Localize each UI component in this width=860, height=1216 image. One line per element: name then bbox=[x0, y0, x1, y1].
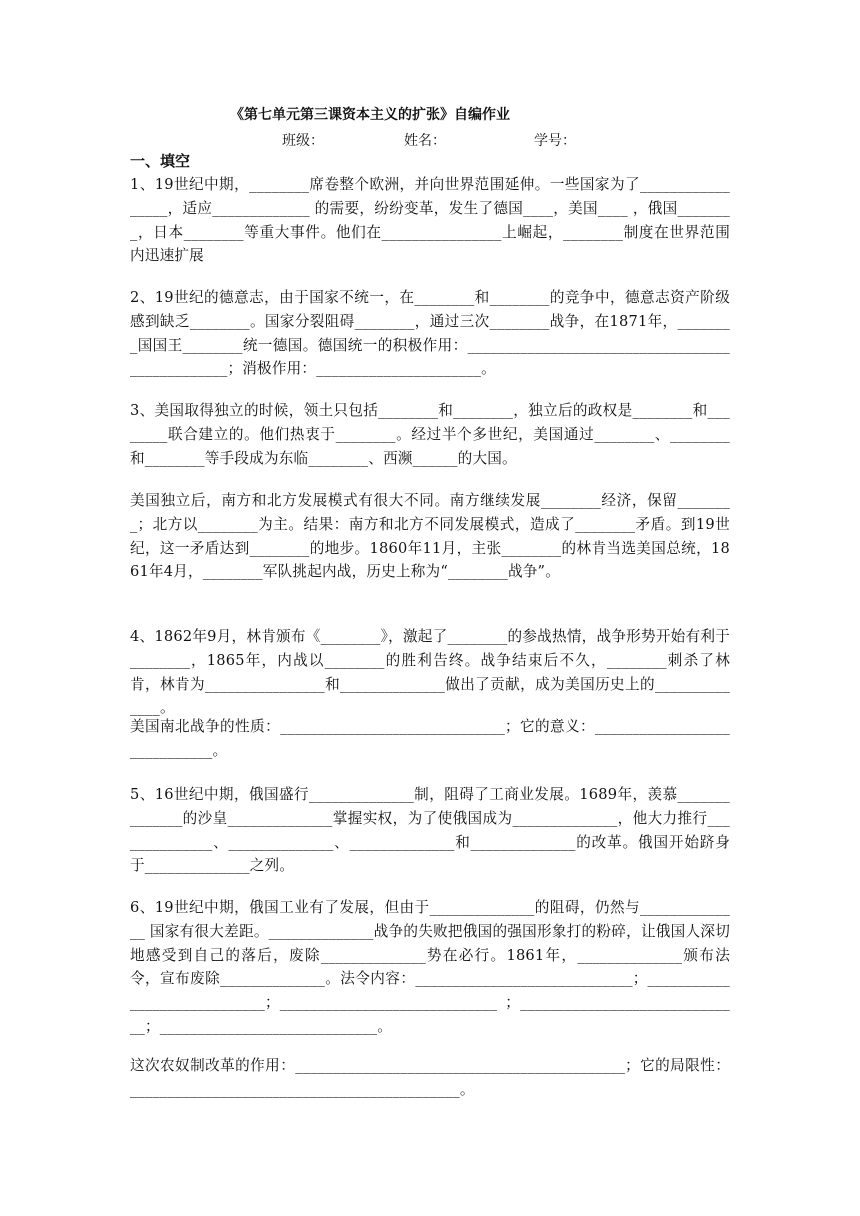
question-6-continued: 这次农奴制改革的作用：____________________________________________；它的局限性：____________________________________________。 bbox=[130, 1057, 730, 1098]
question-4-continued: 美国南北战争的性质：______________________________；它的意义：_____________________________。 bbox=[130, 718, 730, 759]
class-label: 班级： bbox=[282, 133, 324, 149]
document-title: 《第七单元第三课资本主义的扩张》自编作业 bbox=[230, 107, 510, 123]
question-4: 4、1862年9月，林肯颁布《________》，激起了________的参战热情，战争形势开始有利于________，1865年，内战以________的胜利告终。战争结束后不久，________刺杀了林肯，林肯为________________和______________做出了贡献，成为美国历史上的______________。 bbox=[130, 628, 730, 717]
name-label: 姓名： bbox=[404, 133, 446, 149]
question-3-continued: 美国独立后，南方和北方发展模式有很大不同。南方继续发展________经济，保留________；北方以________为主。结果：南方和北方不同发展模式，造成了________矛盾。到19世纪，这一矛盾达到________的地步。1860年11月，主张________的林肯当选美国总统，1861年4月，________军队挑起内战，历史上称为“________战争”。 bbox=[130, 492, 730, 581]
question-5: 5、16世纪中期，俄国盛行______________制，阻碍了工商业发展。1689年，羡慕______________的沙皇______________掌握实权，为了使俄国成为______________，他大力推行______________、______________、______________和______________的改革。俄国开始跻身于______________之列。 bbox=[130, 786, 730, 875]
student-id-label: 学号： bbox=[534, 133, 576, 149]
question-3: 3、美国取得独立的时候，领土只包括________和________，独立后的政权是________和________联合建立的。他们热衷于________。经过半个多世纪，美国通过________、________和________等手段成为东临________、西濒______的大国。 bbox=[130, 402, 730, 467]
question-2: 2、19世纪的德意志，由于国家不统一，在________和________的竞争中，德意志资产阶级感到缺乏________。国家分裂阻碍________，通过三次________战争，在1871年，________国国王________统一德国。德国统一的积极作用：________________________________________________；消极作用：______________________。 bbox=[130, 289, 730, 378]
question-1: 1、19世纪中期，________席卷整个欧洲，并向世界范围延伸。一些国家为了_________________，适应_____________ 的需要，纷纷变革，发生了德国____，美国____ ，俄国________，日本________等重大事件。他们在________________上崛起，________制度在世界范围内迅速扩展 bbox=[130, 176, 730, 265]
question-6: 6、19世纪中期，俄国工业有了发展，但由于______________的阻碍，仍然与______________ 国家有很大差距。______________战争的失败把俄国的强国形象打的粉碎，让俄国人深切地感受到自己的落后，废除______________势在必行。1861年，______________颁布法令，宣布废除______________。法令内容：_____________________________；_____________________________；_____________________________ ；______________________________；_____________________________。 bbox=[130, 899, 730, 1035]
section-title: 一、填空 bbox=[130, 152, 191, 170]
